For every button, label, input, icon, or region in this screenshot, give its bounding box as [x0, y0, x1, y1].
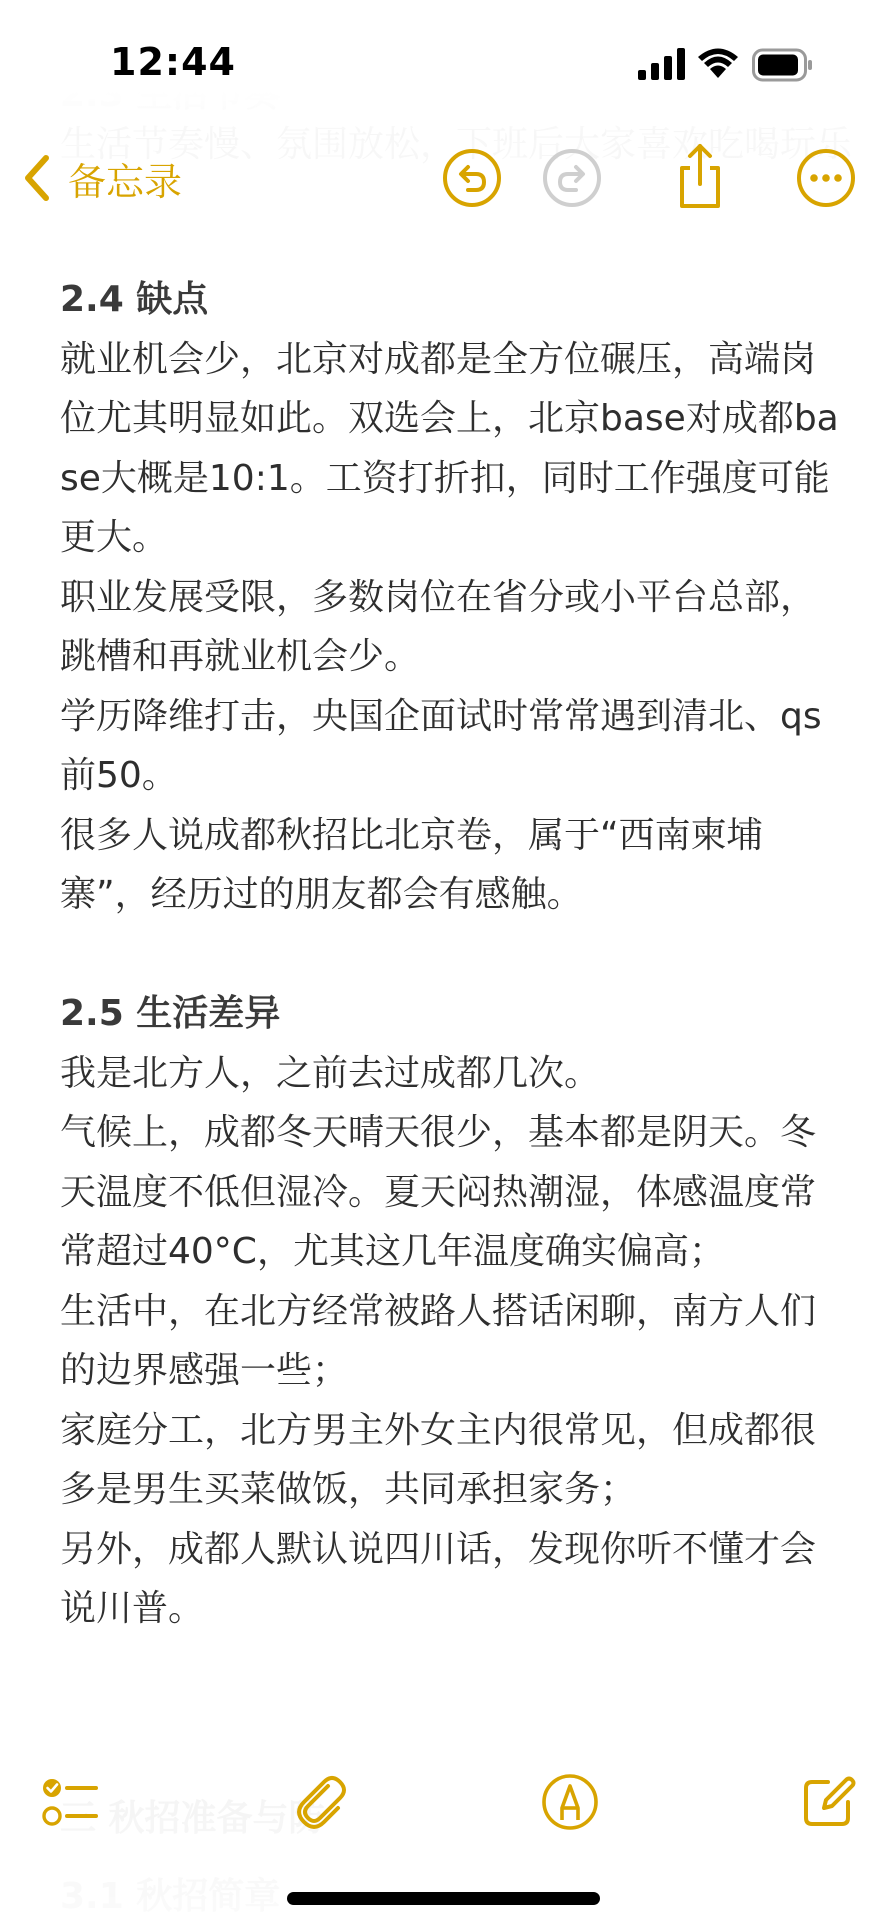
checklist-icon[interactable]	[40, 1772, 100, 1832]
more-options-icon[interactable]	[794, 146, 858, 210]
blank-line	[60, 925, 840, 985]
paragraph: 我是北方人，之前去过成都几次。	[60, 1052, 601, 1094]
redo-icon[interactable]	[540, 146, 604, 210]
cellular-signal-icon	[638, 48, 686, 80]
paragraph: 就业机会少，北京对成都是全方位碾压，高端岗位尤其明显如此。双选会上，北京base对成都base大概是10:1。工资打折扣，同时工作强度可能更大。	[60, 338, 839, 558]
navigation-bar	[0, 140, 886, 260]
paragraph: 职业发展受限，多数岗位在省分或小平台总部，跳槽和再就业机会少。	[60, 576, 817, 677]
markup-pen-icon[interactable]	[540, 1772, 600, 1832]
status-time: 12:44	[110, 40, 236, 84]
paragraph: 生活中，在北方经常被路人搭话闲聊，南方人们的边界感强一些；	[60, 1290, 817, 1391]
compose-icon[interactable]	[798, 1772, 858, 1832]
paragraph: 另外，成都人默认说四川话，发现你听不懂才会说川普。	[60, 1528, 817, 1629]
paragraph: 学历降维打击，央国企面试时常常遇到清北、qs前50。	[60, 695, 822, 796]
undo-icon[interactable]	[440, 146, 504, 210]
section-heading: 2.5 生活差异	[60, 993, 281, 1034]
note-body[interactable]	[60, 270, 840, 1639]
paragraph: 气候上，成都冬天晴天很少，基本都是阴天。冬天温度不低但湿冷。夏天闷热潮湿，体感温度常常超过40°C，尤其这几年温度确实偏高；	[60, 1112, 817, 1272]
back-button[interactable]	[18, 148, 182, 208]
paragraph: 很多人说成都秋招比北京卷，属于“西南柬埔寨”，经历过的朋友都会有感触。	[60, 814, 763, 915]
chevron-left-icon	[18, 148, 54, 208]
battery-icon	[752, 48, 814, 82]
paperclip-icon[interactable]	[290, 1772, 350, 1832]
share-icon[interactable]	[668, 140, 732, 212]
home-indicator[interactable]	[287, 1892, 600, 1905]
wifi-icon	[696, 46, 740, 80]
back-label: 备忘录	[68, 159, 183, 204]
paragraph: 家庭分工，北方男主外女主内很常见，但成都很多是男生买菜做饭，共同承担家务；	[60, 1409, 817, 1510]
status-bar	[0, 0, 886, 140]
section-heading: 2.4 缺点	[60, 279, 209, 320]
